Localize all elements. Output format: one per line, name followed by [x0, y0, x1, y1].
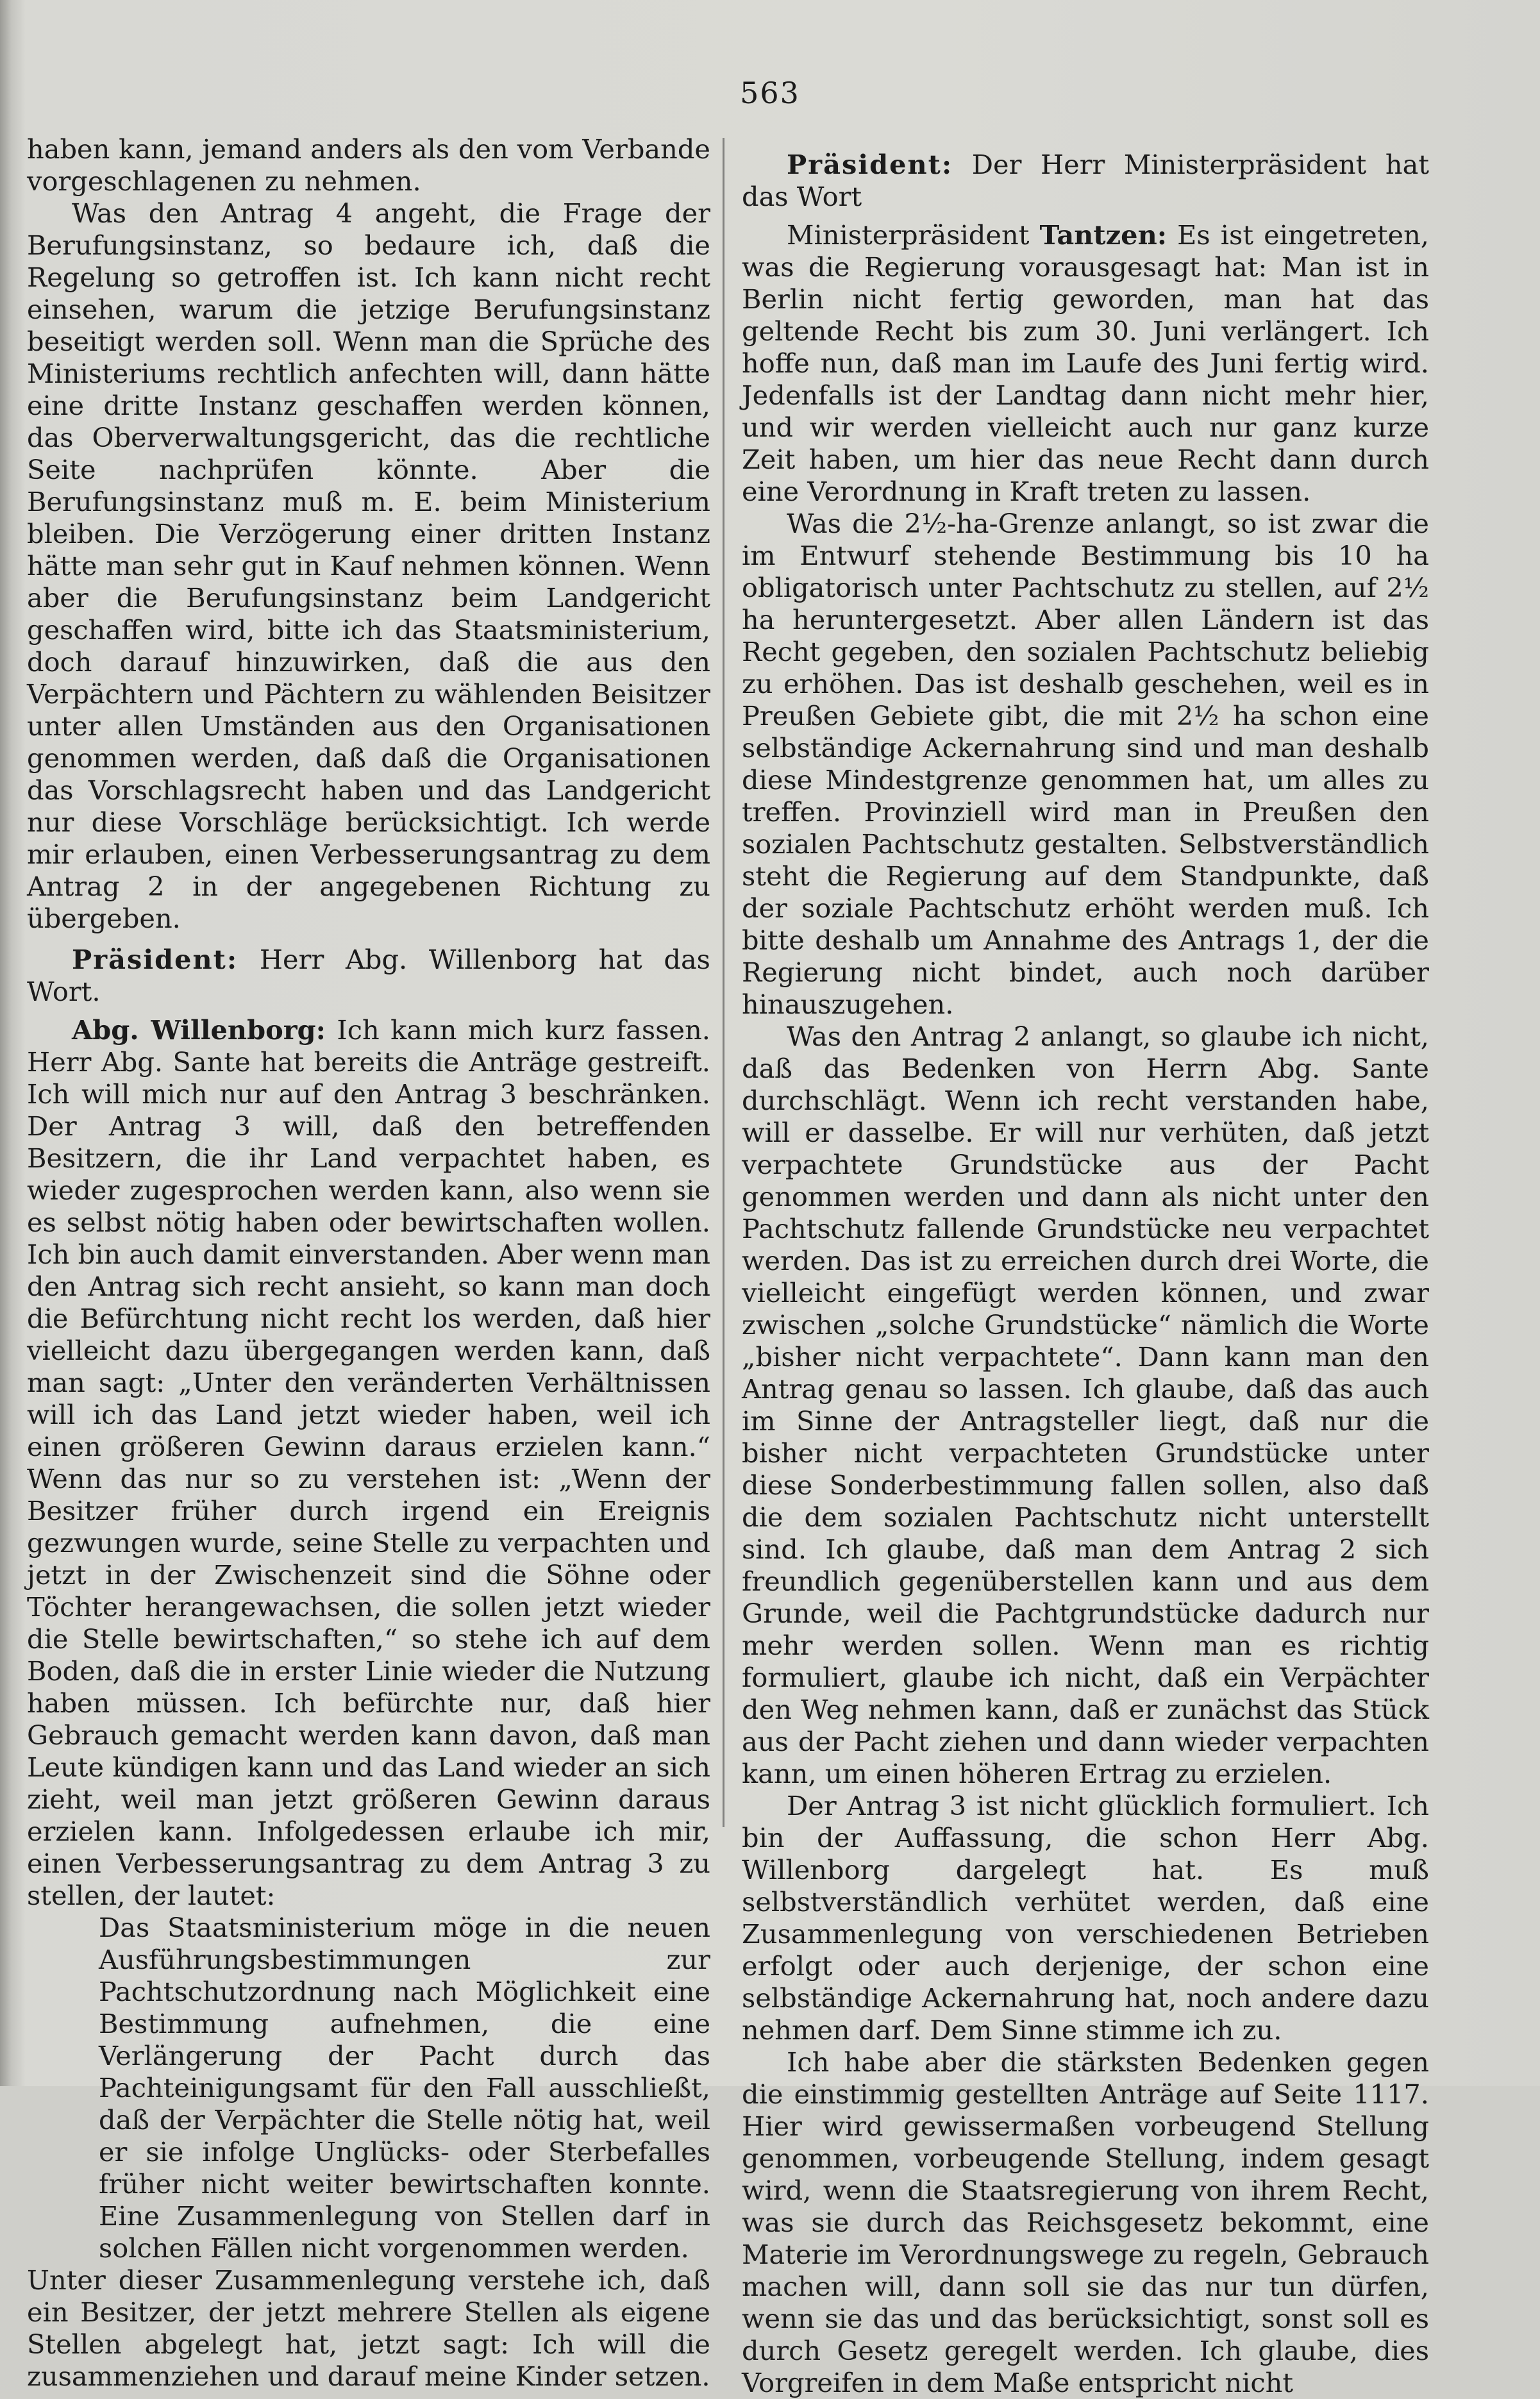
speech-paragraph: Ministerpräsident Tantzen: Es ist eingetreten, was die Regierung vorausgesagt hat: Man ist in Berlin nicht fertig geworden, man hat das geltende Recht bis zum 30. Juni verlängert. Ich hoffe nun, daß man im Laufe des Juni fertig wird. Jedenfalls ist der Landtag dann nicht mehr hier, und wir werden vielleicht auch nur ganz kurze Zeit haben, um hier das neue Recht dann durch eine Verordnung in Kraft treten zu lassen. — [742, 219, 1429, 507]
speaker-label: Abg. Willenborg: — [72, 1014, 326, 1046]
paragraph: Ich habe aber die stärksten Bedenken gegen die einstimmig gestellten Anträge auf Seite 1117. Hier wird gewissermaßen vorbeugend Stellung genommen, vorbeugende Stellung, indem gesagt wird, wenn die Staatsregierung von ihrem Recht, was sie durch das Reichsgesetz bekommt, eine Materie im Verordnungswege zu regeln, Gebrauch machen will, dann soll sie das nur tun dürfen, wenn sie das und das berücksichtigt, sonst soll es durch Gesetz geregelt werden. Ich glaube, dies Vorgreifen in dem Maße entspricht nicht — [742, 2046, 1429, 2398]
right-column — [742, 149, 1429, 2399]
paragraph: Was den Antrag 4 angeht, die Frage der Berufungsinstanz, so bedaure ich, daß die Regelung so getroffen ist. Ich kann nicht recht einsehen, warum die jetzige Berufungsinstanz beseitigt werden soll. Wenn man die Sprüche des Ministeriums rechtlich anfechten will, dann hätte eine dritte Instanz geschaffen werden können, das Oberverwaltungsgericht, das die rechtliche Seite nachprüfen könnte. Aber die Berufungsinstanz muß m. E. beim Ministerium bleiben. Die Verzögerung einer dritten Instanz hätte man sehr gut in Kauf nehmen können. Wenn aber die Berufungsinstanz beim Landgericht geschaffen wird, bitte ich das Staatsministerium, doch darauf hinzuwirken, daß die aus den Verpächtern und Pächtern zu wählenden Beisitzer unter allen Umständen aus den Organisationen genommen werden, daß daß die Organisationen das Vorschlagsrecht haben und das Landgericht nur diese Vorschläge berücksichtigt. Ich werde mir erlauben, einen Verbesserungsantrag zu dem Antrag 2 in der angegebenen Richtung zu übergeben. — [27, 197, 710, 934]
left-column — [27, 133, 710, 2393]
speaker-label: Präsident: — [787, 149, 953, 180]
speech-paragraph: Abg. Willenborg: Ich kann mich kurz fassen. Herr Abg. Sante hat bereits die Anträge gestreift. Ich will mich nur auf den Antrag 3 beschränken. Der Antrag 3 will, daß den betreffenden Besitzern, die ihr Land verpachtet haben, es wieder zugesprochen werden kann, also wenn sie es selbst nötig haben oder bewirtschaften wollen. Ich bin auch damit einverstanden. Aber wenn man den Antrag sich recht ansieht, so kann man doch die Befürchtung nicht recht los werden, daß hier vielleicht dazu übergegangen werden kann, daß man sagt: „Unter den veränderten Verhältnissen will ich das Land jetzt wieder haben, weil ich einen größeren Gewinn daraus erzielen kann.“ Wenn das nur so zu verstehen ist: „Wenn der Besitzer früher durch irgend ein Ereignis gezwungen wurde, seine Stelle zu verpachten und jetzt in der Zwischenzeit sind die Söhne oder Töchter herangewachsen, die sollen jetzt wieder die Stelle bewirtschaften,“ so stehe ich auf dem Boden, daß die in erster Linie wieder die Nutzung haben müssen. Ich befürchte nur, daß hier Gebrauch gemacht werden kann davon, daß man Leute kündigen kann und das Land wieder an sich zieht, weil man jetzt größeren Gewinn daraus erzielen kann. Infolgedessen erlaube ich mir, einen Verbesserungsantrag zu dem Antrag 3 zu stellen, der lautet: — [27, 1014, 710, 1911]
paragraph: Der Antrag 3 ist nicht glücklich formuliert. Ich bin der Auffassung, die schon Herr Abg. Willenborg dargelegt hat. Es muß selbstverständlich verhütet werden, daß eine Zusammenlegung von verschiedenen Betrieben erfolgt oder auch derjenige, der schon eine selbständige Ackernahrung hat, noch andere dazu nehmen darf. Dem Sinne stimme ich zu. — [742, 1790, 1429, 2046]
speaker-paragraph: Präsident: Herr Abg. Willenborg hat das Wort. — [27, 944, 710, 1007]
paragraph: haben kann, jemand anders als den vom Verbande vorgeschlagenen zu nehmen. — [27, 133, 710, 197]
paragraph: Was den Antrag 2 anlangt, so glaube ich nicht, daß das Bedenken von Herrn Abg. Sante durchschlägt. Wenn ich recht verstanden habe, will er dasselbe. Er will nur verhüten, daß jetzt verpachtete Grundstücke aus der Pacht genommen werden und dann als nicht unter den Pachtschutz fallende Grundstücke neu verpachtet werden. Das ist zu erreichen durch drei Worte, die vielleicht eingefügt werden können, und zwar zwischen „solche Grundstücke“ nämlich die Worte „bisher nicht verpachtete“. Dann kann man den Antrag genau so lassen. Ich glaube, daß das auch im Sinne der Antragsteller liegt, daß nur die bisher nicht verpachteten Grundstücke unter diese Sonderbestimmung fallen sollen, also daß die dem sozialen Pachtschutz nicht unterstellt sind. Ich glaube, daß man dem Antrag 2 sich freundlich gegenüberstellen kann und aus dem Grunde, weil die Pachtgrundstücke dadurch nur mehr werden sollen. Wenn man es richtig formuliert, glaube ich nicht, daß ein Verpächter den Weg nehmen kann, daß er zunächst das Stück aus der Pacht ziehen und dann wieder verpachten kann, um einen höheren Ertrag zu erzielen. — [742, 1021, 1429, 1789]
paragraph: Unter dieser Zusammenlegung verstehe ich, daß ein Besitzer, der jetzt mehrere Stellen als eigene Stellen abgelegt hat, jetzt sagt: Ich will die zusammenziehen und darauf meine Kinder setzen. — [27, 2264, 710, 2392]
paragraph: Was die 2½-ha-Grenze anlangt, so ist zwar die im Entwurf stehende Bestimmung bis 10 ha obligatorisch unter Pachtschutz zu stellen, auf 2½ ha heruntergesetzt. Aber allen Ländern ist das Recht gegeben, den sozialen Pachtschutz beliebig zu erhöhen. Das ist deshalb geschehen, weil es in Preußen Gebiete gibt, die mit 2½ ha schon eine selbständige Ackernahrung sind und man deshalb diese Mindestgrenze genommen hat, um alles zu treffen. Provinziell wird man in Preußen den sozialen Pachtschutz gestalten. Selbstverständlich steht die Regierung auf dem Standpunkte, daß der soziale Pachtschutz erhöht werden muß. Ich bitte deshalb um Annahme des Antrags 1, der die Regierung nicht bindet, auch noch darüber hinauszugehen. — [742, 508, 1429, 1020]
page-number: 563 — [740, 76, 800, 110]
speaker-paragraph: Präsident: Der Herr Ministerpräsident hat das Wort — [742, 149, 1429, 212]
column-divider — [723, 138, 724, 1827]
speaker-label: Tantzen: — [1039, 219, 1168, 251]
quoted-motion: Das Staatsministerium möge in die neuen Ausführungsbestimmungen zur Pachtschutzordnung nach Möglichkeit eine Bestimmung aufnehmen, die eine Verlängerung der Pacht durch das Pachteinigungsamt für den Fall ausschließt, daß der Verpächter die Stelle nötig hat, weil er sie infolge Unglücks- oder Sterbefalles früher nicht weiter bewirtschaften konnte. Eine Zusammenlegung von Stellen darf in solchen Fällen nicht vorgenommen werden. — [99, 1912, 710, 2264]
speaker-label: Präsident: — [72, 944, 239, 975]
